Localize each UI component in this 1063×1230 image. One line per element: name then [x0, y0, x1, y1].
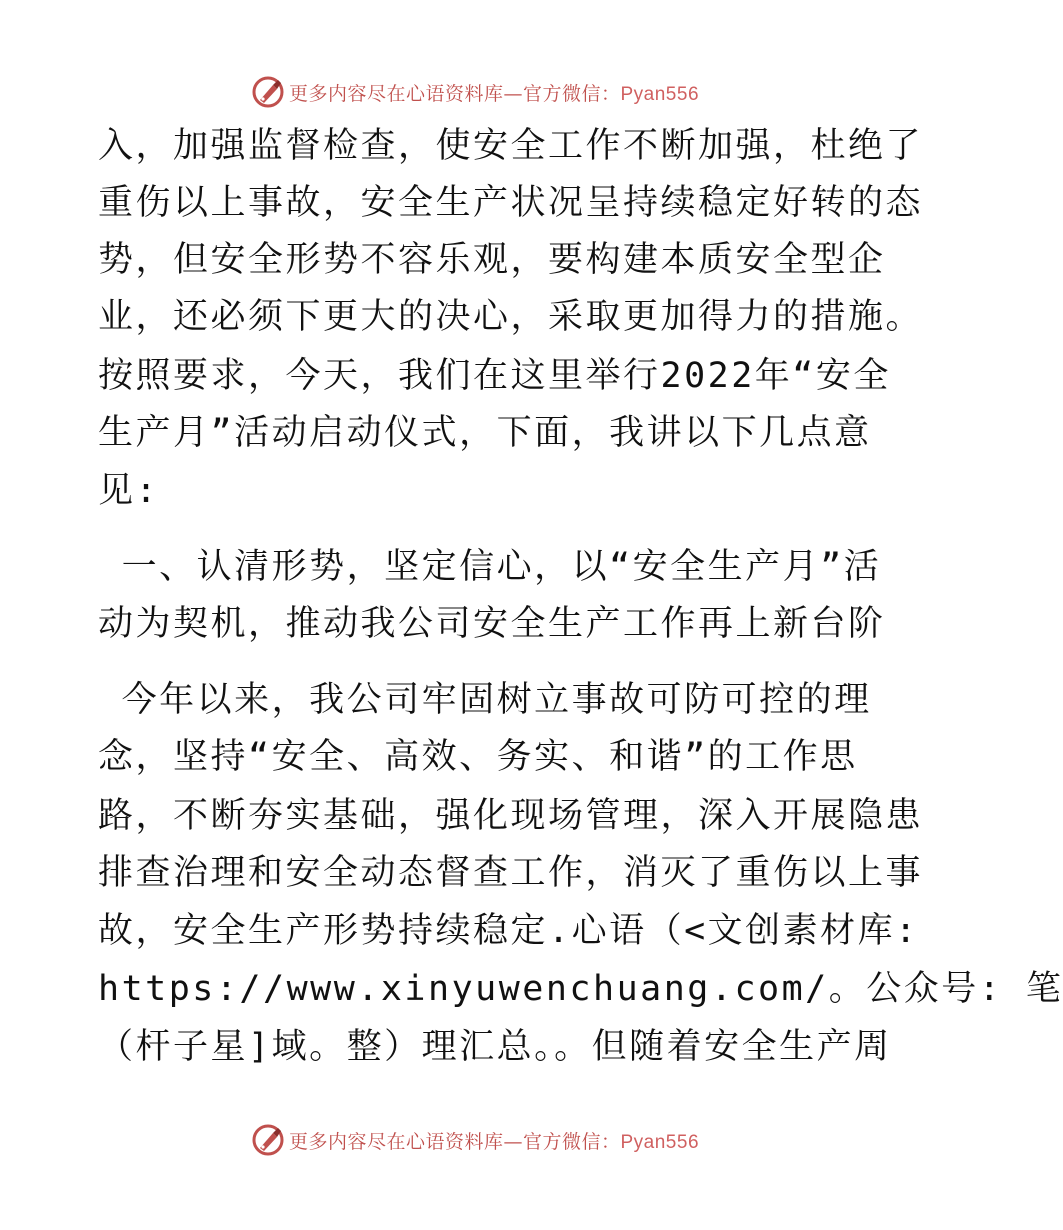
banner-text: 更多内容尽在心语资料库—官方微信：Pyan556 [288, 1130, 700, 1153]
text-line: 排查治理和安全动态督查工作，消灭了重伤以上事 [98, 853, 924, 893]
text-line: 势，但安全形势不容乐观，要构建本质安全型企 [98, 240, 886, 280]
text-line: 重伤以上事故，安全生产状况呈持续稳定好转的态 [98, 183, 924, 223]
section-heading: 动为契机，推动我公司安全生产工作再上新台阶 [98, 604, 886, 644]
text-line: 按照要求，今天，我们在这里举行2022年“安全 [98, 356, 891, 396]
text-line: 生产月”活动启动仪式，下面，我讲以下几点意 [98, 413, 872, 453]
text-line: 见: [98, 471, 160, 511]
text-line: 路，不断夯实基础，强化现场管理，深入开展隐患 [98, 796, 924, 836]
section-heading: 一、认清形势，坚定信心，以“安全生产月”活 [98, 547, 882, 587]
text-line: 故，安全生产形势持续稳定.心语（<文创素材库: [98, 911, 919, 951]
banner-text: 更多内容尽在心语资料库—官方微信：Pyan556 [288, 82, 700, 105]
fountain-pen-icon [251, 1123, 285, 1157]
footer-banner [0, 1120, 950, 1160]
text-line: （杆子星]域。整）理汇总。。但随着安全生产周 [98, 1027, 892, 1067]
text-line: 今年以来，我公司牢固树立事故可防可控的理 [98, 680, 872, 720]
text-line: 入，加强监督检查，使安全工作不断加强，杜绝了 [98, 126, 924, 166]
text-line: 念，坚持“安全、高效、务实、和谐”的工作思 [98, 737, 858, 777]
text-line: 业，还必须下更大的决心，采取更加得力的措施。 [98, 297, 924, 337]
text-line: https://www.xinyuwenchuang.com/。公众号: 笔 [98, 969, 1063, 1009]
